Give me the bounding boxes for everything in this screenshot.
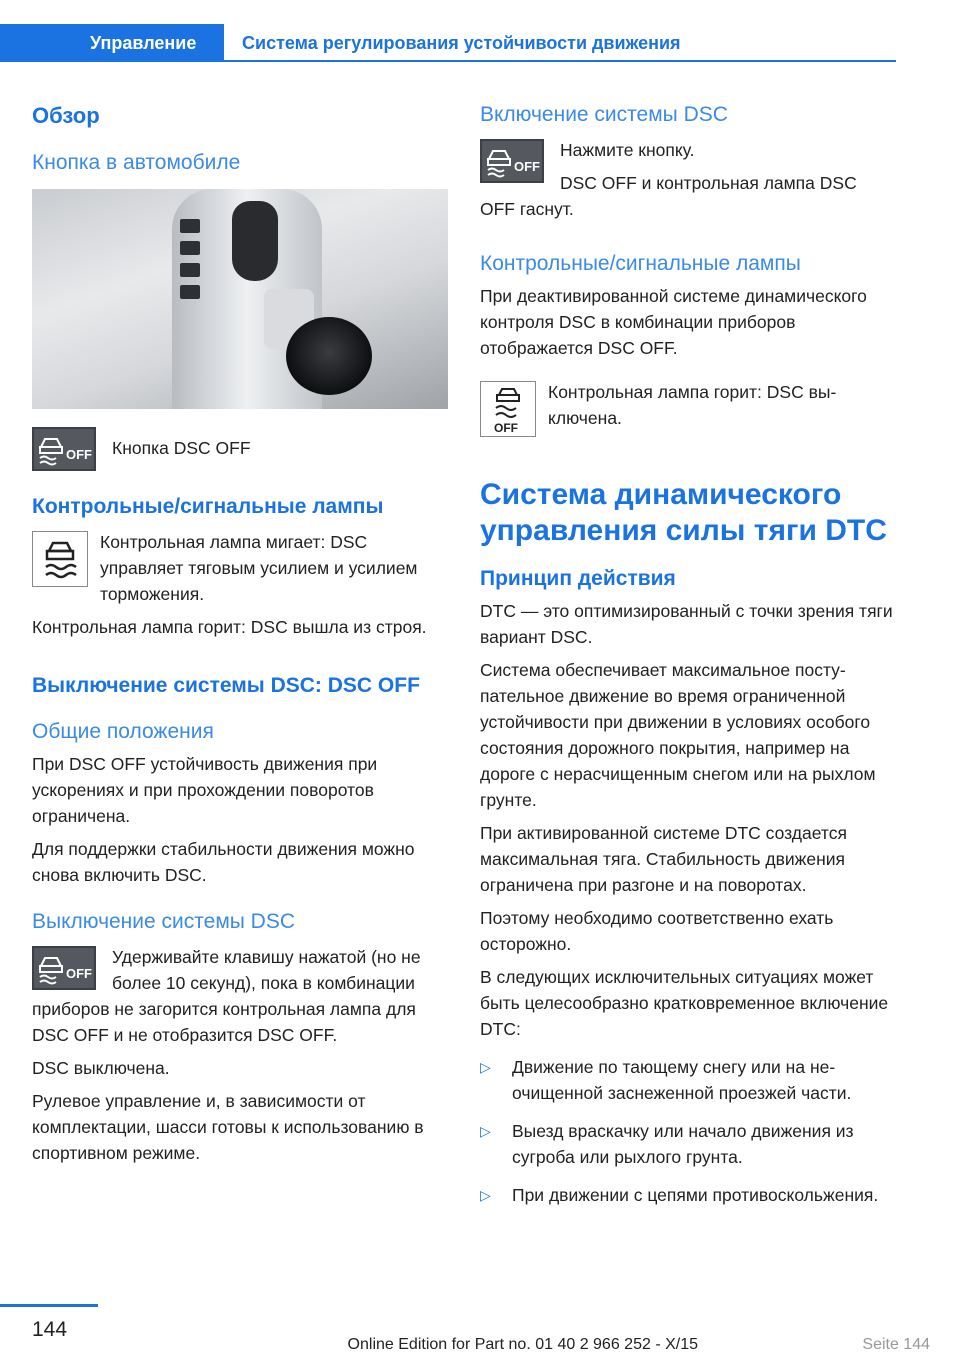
page-number: 144 [32, 1318, 68, 1341]
triangle-bullet-icon: ▷ [480, 1187, 491, 1203]
header-rule [224, 60, 896, 62]
dtc-text-5: В следующих исключительных ситуациях может быть целесообразно кратковременное включение DTC: [480, 967, 889, 1039]
dsc-off-button-row [32, 425, 448, 473]
lamp-blink-text: Контрольная лампа мигает: DSC управляет тяговым усилием и усилием торможения. [100, 532, 418, 604]
heading-principle: Принцип действия [480, 567, 676, 590]
heading-general: Общие положения [32, 720, 214, 743]
dsc-off-icon [480, 139, 544, 183]
heading-overview: Обзор [32, 103, 100, 128]
dsc-off-icon [32, 946, 96, 990]
heading-lamps: Контрольные/сигнальные лампы [32, 495, 384, 518]
svg-text:OFF: OFF [66, 966, 92, 981]
situation-list [480, 1054, 896, 1208]
heading-enable: Включение системы DSC [480, 103, 728, 126]
enable-row [480, 137, 896, 222]
heading-dsc-off: Выключение системы DSC: DSC OFF [32, 674, 420, 697]
disable-text-2: DSC выключена. [32, 1058, 170, 1078]
heading-button-in-car: Кнопка в автомобиле [32, 151, 241, 174]
dtc-text-1: DTC — это оптимизированный с точки зрения тяги вариант DSC. [480, 601, 893, 647]
chapter-tab[interactable]: Управление [0, 24, 224, 62]
lamp-off-row [480, 379, 896, 437]
svg-text:OFF: OFF [66, 447, 92, 462]
svg-text:OFF: OFF [514, 159, 540, 174]
disable-text-1: Удерживайте клавишу нажатой (но не более 10 секунд), пока в комбинации приборов не загорится контрольная лампа для DSC OFF и не отобразится DSC OFF. [32, 947, 421, 1045]
dsc-warning-icon [32, 531, 88, 587]
dtc-text-4: Поэтому необходимо соответственно ехать осторожно. [480, 908, 834, 954]
list-item: ▷ Выезд враскачку или начало движения из сугроба или рыхлого грунта. [480, 1118, 896, 1170]
left-column [32, 95, 448, 1166]
dsc-off-lamp-icon [480, 381, 536, 437]
disable-text-3: Рулевое управление и, в зависимости от комплектации, шасси готовы к использованию в спортивном режиме. [32, 1091, 424, 1163]
section-title[interactable]: Система регулирования устойчивости движения [242, 33, 681, 53]
lamp-blink-row [32, 529, 448, 607]
dsc-off-caption: Кнопка DSC OFF [112, 438, 251, 458]
dtc-text-3: При активированной системе DTC создается максимальная тяга. Стабильность движения ограничена при разгоне и на поворотах. [480, 823, 847, 895]
lamps-text-2: Контрольная лампа горит: DSC выключена. [548, 382, 837, 428]
enable-text-2: DSC OFF и контрольная лампа DSC OFF гаснут. [480, 173, 857, 219]
svg-text:OFF: OFF [494, 421, 518, 435]
heading-dtc: Система динамического управления силы тяги DTC [480, 478, 887, 547]
general-text-1: При DSC OFF устойчивость движения при ускорениях и при прохождении поворотов ограничена. [32, 754, 378, 826]
gear-lever [232, 201, 278, 281]
enable-text-1: Нажмите кнопку. [560, 140, 695, 160]
controller-knob [286, 317, 372, 395]
triangle-bullet-icon: ▷ [480, 1123, 491, 1139]
heading-lamps-right: Контрольные/сигнальные лампы [480, 252, 801, 275]
watermark: Seite 144 [862, 1336, 930, 1353]
triangle-bullet-icon: ▷ [480, 1059, 491, 1075]
disable-row [32, 944, 448, 1048]
footer-rule [0, 1304, 98, 1307]
lamp-on-text: Контрольная лампа горит: DSC вышла из строя. [32, 617, 427, 637]
dsc-off-icon [32, 427, 96, 471]
general-text-2: Для поддержки стабильности движения можно снова включить DSC. [32, 839, 415, 885]
edition-text: Online Edition for Part no. 01 40 2 966 252 - X/15 [347, 1336, 698, 1353]
heading-disable: Выключение системы DSC [32, 910, 296, 933]
lamps-text-1: При деактивированной системе динамического контроля DSC в комбинации приборов отображается DSC OFF. [480, 286, 867, 358]
console-photo [32, 189, 448, 409]
right-column [480, 95, 896, 1208]
list-item: ▷ При движении с цепями противоскольжения. [480, 1182, 896, 1208]
list-item: ▷ Движение по тающему снегу или на неочищенной заснеженной проезжей части. [480, 1054, 896, 1106]
page-header [0, 24, 896, 62]
dtc-text-2: Система обеспечивает максимальное поступательное движение во время ограниченной устойчивости при движении в условиях особого состояния дорожного покрытия, например на дороге с нерасчищенным снегом или на рыхлом грунте. [480, 660, 876, 810]
